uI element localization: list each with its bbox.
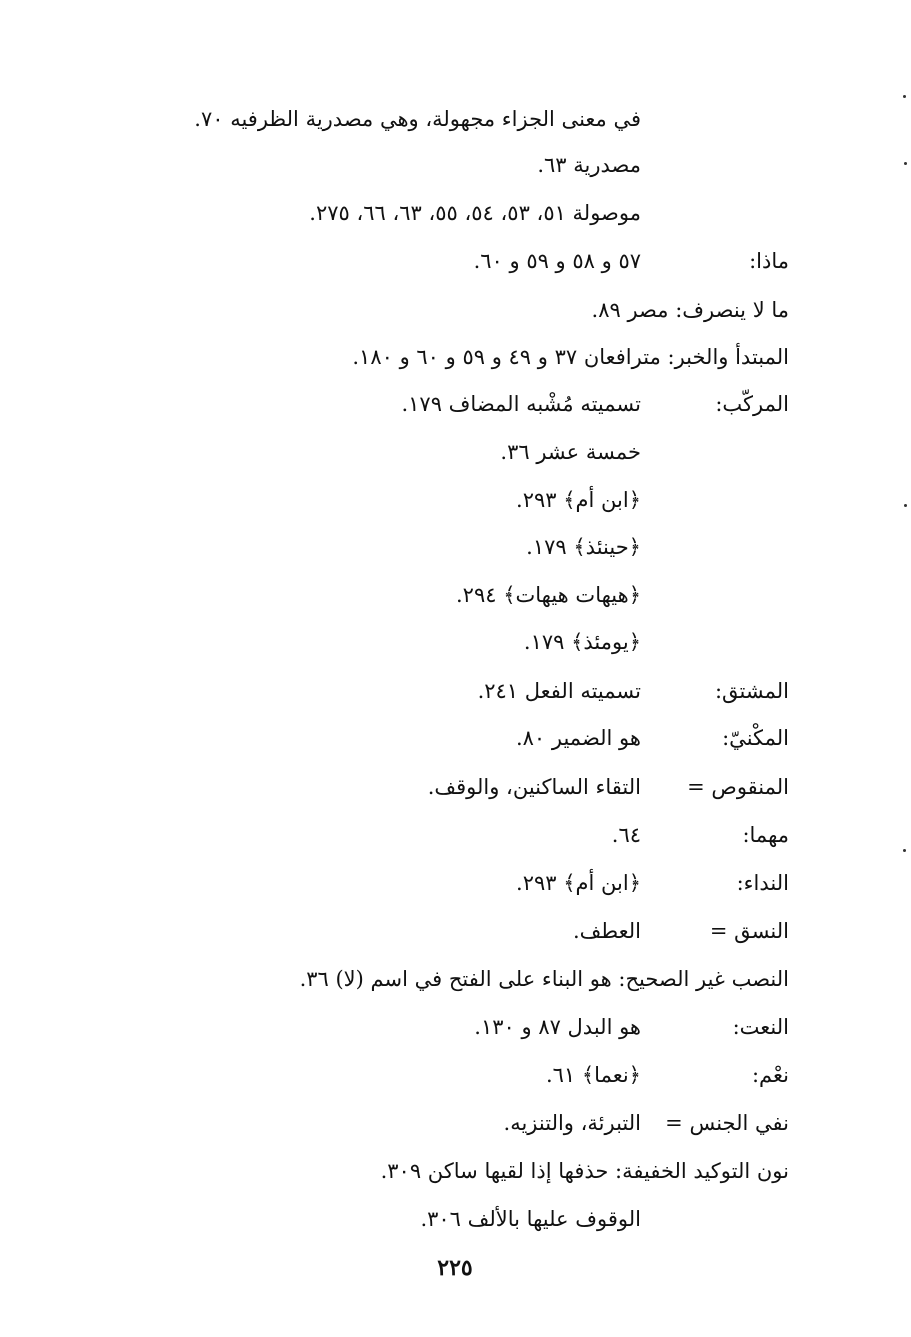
index-term: نعْم: — [751, 1063, 789, 1087]
index-entry — [109, 1055, 789, 1095]
scan-mark — [903, 95, 906, 98]
index-entry — [0, 99, 641, 139]
index-entry — [109, 959, 789, 999]
scan-mark — [904, 504, 907, 507]
index-term: نفي الجنس = — [665, 1111, 789, 1135]
index-entry — [0, 622, 641, 662]
index-entry — [109, 1007, 789, 1047]
page-number: ٢٢٥ — [437, 1255, 473, 1281]
index-entry — [0, 1199, 641, 1239]
index-term: النعت: — [732, 1015, 789, 1039]
index-references: ٥٧ و ٥٨ و ٥٩ و ٦٠. — [473, 249, 641, 273]
index-entry — [0, 193, 641, 233]
index-entry — [0, 145, 641, 185]
index-entry — [109, 1151, 789, 1191]
index-references: ﴿نعما﴾ ٦١. — [545, 1063, 641, 1087]
index-references: مصدرية ٦٣. — [537, 153, 641, 177]
index-references: ﴿هيهات هيهات﴾ ٢٩٤. — [455, 583, 641, 607]
index-references: النصب غير الصحيح: هو البناء على الفتح في اسم (لا) ٣٦. — [299, 967, 789, 991]
index-entry — [0, 432, 641, 472]
index-entry — [109, 1103, 789, 1143]
index-term: النسق = — [709, 919, 789, 943]
index-entry — [0, 527, 641, 567]
index-entry — [109, 815, 789, 855]
index-entry — [109, 718, 789, 758]
scan-mark — [904, 162, 907, 165]
index-references: ﴿ابن أم﴾ ٢٩٣. — [516, 871, 641, 895]
index-term: المكْنيّ: — [722, 726, 789, 750]
index-references: نون التوكيد الخفيفة: حذفها إذا لقيها ساكن ٣٠٩. — [380, 1159, 789, 1183]
index-references: العطف. — [572, 919, 641, 943]
index-references: التقاء الساكنين، والوقف. — [427, 775, 641, 799]
index-entry — [109, 337, 789, 377]
index-entry — [109, 863, 789, 903]
index-references: التبرئة، والتنزيه. — [503, 1111, 641, 1135]
index-entry — [109, 911, 789, 951]
index-references: تسميته الفعل ٢٤١. — [477, 679, 641, 703]
index-entry — [0, 575, 641, 615]
index-term: النداء: — [736, 871, 789, 895]
index-references: المبتدأ والخبر: مترافعان ٣٧ و ٤٩ و ٥٩ و ٦٠ و ١٨٠. — [352, 345, 789, 369]
index-term: ماذا: — [749, 249, 789, 273]
index-term: المنقوص = — [687, 775, 789, 799]
index-entry — [109, 241, 789, 281]
index-entry — [109, 384, 789, 424]
index-references: الوقوف عليها بالألف ٣٠٦. — [420, 1207, 641, 1231]
index-references: خمسة عشر ٣٦. — [500, 440, 641, 464]
index-entry — [109, 290, 789, 330]
index-references: هو الضمير ٨٠. — [515, 726, 641, 750]
index-term: مهما: — [742, 823, 789, 847]
index-term: المشتق: — [714, 679, 789, 703]
index-references: ﴿يومئذ﴾ ١٧٩. — [523, 630, 641, 654]
index-entry — [109, 671, 789, 711]
index-references: ٦٤. — [611, 823, 641, 847]
index-term: المركّب: — [715, 392, 789, 416]
index-references: ﴿ابن أم﴾ ٢٩٣. — [516, 488, 641, 512]
index-references: موصولة ٥١، ٥٣، ٥٤، ٥٥، ٦٣، ٦٦، ٢٧٥. — [309, 201, 641, 225]
index-references: تسميته مُشْبه المضاف ١٧٩. — [401, 392, 641, 416]
index-references: ﴿حينئذ﴾ ١٧٩. — [526, 535, 641, 559]
index-entry — [109, 767, 789, 807]
scan-mark — [903, 849, 906, 852]
index-references: في معنى الجزاء مجهولة، وهي مصدرية الظرفيه ٧٠. — [194, 107, 641, 131]
index-entry — [0, 480, 641, 520]
index-references: هو البدل ٨٧ و ١٣٠. — [474, 1015, 641, 1039]
index-references: ما لا ينصرف: مصر ٨٩. — [591, 298, 789, 322]
